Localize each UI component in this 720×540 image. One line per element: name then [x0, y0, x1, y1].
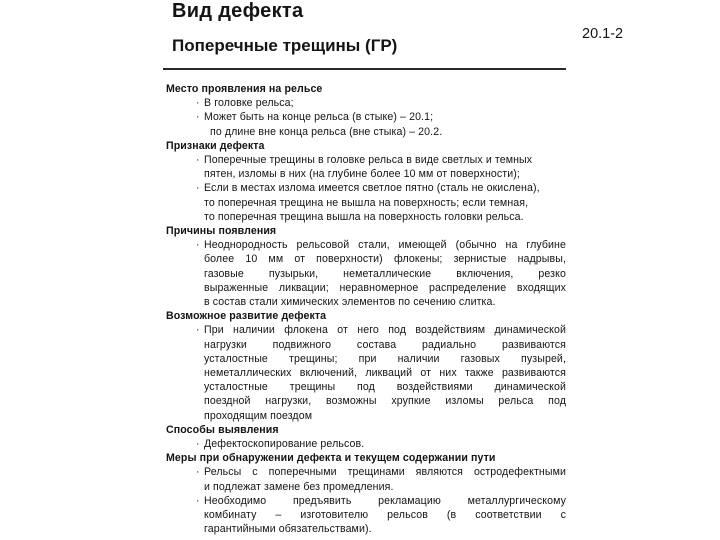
section: [166, 423, 566, 451]
document-title: Вид дефекта: [172, 0, 304, 22]
bullet-item: [166, 238, 566, 309]
text-line: комбинату – изготовителю рельсов (в соответствии с: [204, 509, 566, 522]
bullet-item: [166, 465, 566, 493]
section: [166, 451, 566, 536]
text-line: и подлежат замене без промедления.: [204, 480, 394, 493]
section: [166, 82, 566, 139]
bullet-dot-icon: ·: [196, 182, 200, 195]
bullet-item: [166, 494, 566, 537]
defect-description: [166, 82, 566, 537]
text-line: неметаллических включений, ликваций от них также развиваются: [204, 367, 566, 380]
bullet-dot-icon: ·: [196, 494, 200, 507]
section: [166, 309, 566, 423]
section-heading: Возможное развитие дефекта: [166, 310, 327, 323]
text-line: Дефектоскопирование рельсов.: [204, 438, 365, 451]
bullet-item: [166, 437, 566, 451]
bullet-dot-icon: ·: [196, 466, 200, 479]
text-line: более 10 мм от поверхности) флокены; зернистые надрывы,: [204, 253, 566, 266]
text-line: В головке рельса;: [204, 97, 294, 110]
text-line: Может быть на конце рельса (в стыке) – 20.1;: [204, 111, 434, 124]
section: [166, 139, 566, 224]
section-heading: Место проявления на рельсе: [166, 83, 323, 95]
text-line: Неоднородность рельсовой стали, имеющей (обычно на глубине: [204, 239, 566, 252]
text-line: усталостные трещины; при наличии газовых пузырей,: [204, 352, 566, 365]
text-line: пятен, изломы в них (на глубине более 10 мм от поверхности);: [204, 168, 520, 181]
text-line: то поперечная трещина вышла на поверхность головки рельса.: [204, 210, 524, 223]
text-line: по длине вне конца рельса (вне стыка) – 20.2.: [210, 125, 443, 138]
bullet-dot-icon: ·: [196, 111, 200, 124]
text-line: Рельсы с поперечными трещинами являются остродефектными: [204, 466, 566, 479]
text-line: Необходимо предъявить рекламацию металлургическому: [204, 494, 566, 507]
text-line: Поперечные трещины в головке рельса в виде светлых и темных: [204, 154, 533, 167]
defect-code: 20.1-2: [582, 26, 624, 42]
bullet-dot-icon: ·: [196, 438, 200, 451]
text-line: При наличии флокена от него под воздействиям динамической: [204, 324, 566, 337]
text-line: гарантийными обязательствами).: [204, 523, 372, 536]
text-line: в состав стали химических элементов по сечению слитка.: [204, 296, 496, 309]
bullet-dot-icon: ·: [196, 324, 200, 337]
bullet-item: [166, 181, 566, 224]
bullet-item: [166, 153, 566, 181]
text-line: то поперечная трещина не вышла на поверхность; если темная,: [204, 196, 529, 209]
text-line: Если в местах излома имеется светлое пятно (сталь не окислена),: [204, 182, 540, 195]
bullet-item: [166, 96, 566, 110]
bullet-dot-icon: ·: [196, 97, 200, 110]
defect-subtitle: Поперечные трещины (ГР): [172, 36, 398, 55]
section-heading: Причины появления: [166, 225, 277, 238]
section-heading: Признаки дефекта: [166, 139, 265, 152]
header-divider: [163, 68, 566, 70]
bullet-item: [166, 323, 566, 422]
section-heading: Меры при обнаружении дефекта и текущем содержании пути: [166, 452, 496, 465]
text-line: нагрузки подвижного состава радиально развиваются: [204, 338, 566, 351]
text-line: усталостные трещины под воздействиями динамической: [204, 381, 566, 394]
text-line: выраженные ликвации; неравномерное распределение входящих: [204, 281, 566, 294]
section: [166, 224, 566, 309]
bullet-dot-icon: ·: [196, 154, 200, 167]
section-heading: Способы выявления: [166, 423, 279, 436]
text-line: газовые пузырьки, неметаллические включения, резко: [204, 267, 566, 280]
bullet-item: [166, 110, 566, 138]
bullet-dot-icon: ·: [196, 239, 200, 252]
text-line: поездной нагрузки, возможны хрупкие изломы рельса под: [204, 395, 566, 408]
text-line: проходящим поездом: [204, 409, 313, 422]
